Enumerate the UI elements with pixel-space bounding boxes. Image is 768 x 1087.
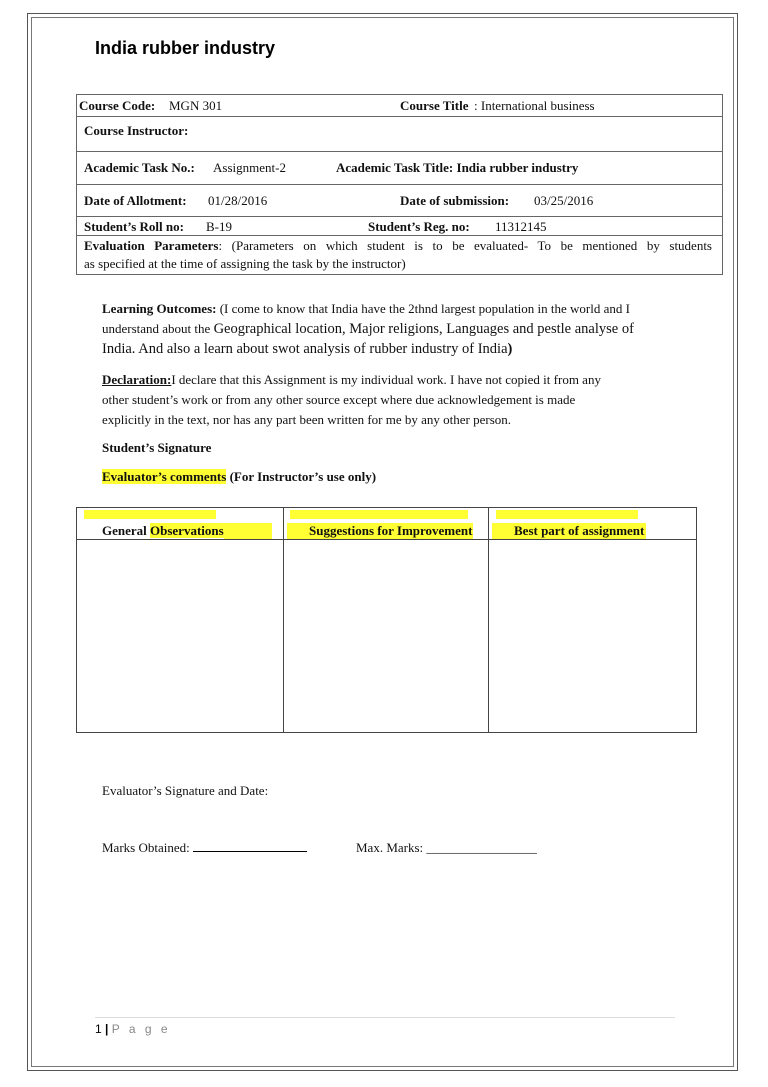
learning-outcomes (102, 299, 682, 359)
roll-label: Student’s Roll no: (84, 219, 184, 234)
header-best-part: Best part of assignment (492, 523, 646, 539)
footer-divider (95, 1017, 675, 1018)
task-no-label: Academic Task No.: (84, 160, 195, 175)
row-student (77, 217, 722, 236)
header-general-observations: General Observations (102, 523, 272, 539)
marks-row (102, 838, 682, 858)
row-task (77, 152, 722, 185)
instructor-label: Course Instructor: (84, 123, 189, 138)
eval-line-2: as specified at the time of assigning the task by the instructor) (84, 256, 406, 271)
task-title-label: Academic Task Title: India rubber industry (336, 160, 579, 175)
column-divider-1 (283, 508, 284, 732)
submission-value: 03/25/2016 (534, 193, 594, 208)
eval-line-1: Evaluation Parameters: (Parameters on which student is to be evaluated- To be mentioned by students (84, 238, 712, 253)
row-course (77, 95, 722, 117)
declaration-line-3: explicitly in the text, nor has any part been written for me by any other person. (102, 412, 512, 427)
course-title-label: Course Title (400, 98, 469, 113)
submission-label: Date of submission: (400, 193, 510, 208)
task-no-value: Assignment-2 (213, 160, 286, 175)
course-info-table (76, 94, 723, 275)
declaration-line-1: Declaration:I declare that this Assignment is my individual work. I have not copied it from any (102, 372, 601, 387)
learning-line-2: understand about the Geographical location, Major religions, Languages and pestle analyse of (102, 321, 634, 337)
course-code-label: Course Code: (79, 98, 156, 113)
document-title: India rubber industry (95, 38, 276, 58)
allotment-value: 01/28/2016 (208, 193, 268, 208)
declaration-line-2: other student’s work or from any other source except where due acknowledgement is made (102, 392, 576, 407)
marks-obtained-label: Marks Obtained: (102, 840, 193, 855)
column-divider-2 (488, 508, 489, 732)
max-marks-label: Max. Marks: _________________ (356, 840, 537, 855)
evaluator-signature-label: Evaluator’s Signature and Date: (102, 783, 269, 798)
allotment-label: Date of Allotment: (84, 193, 187, 208)
learning-line-1: Learning Outcomes: (I come to know that India have the 2thnd largest population in the world and I (102, 301, 630, 316)
learning-line-3: India. And also a learn about swot analysis of rubber industry of India) (102, 341, 513, 357)
page-number: 1 (95, 1022, 102, 1036)
reg-label: Student’s Reg. no: (368, 219, 470, 234)
evaluator-comments: Evaluator’s comments (For Instructor’s use only) (102, 469, 377, 484)
evaluation-table (76, 507, 697, 733)
page-footer: 1 | P a g e (95, 1022, 171, 1036)
reg-value: 11312145 (495, 219, 547, 234)
row-dates (77, 185, 722, 217)
header-suggestions: Suggestions for Improvement (287, 523, 473, 539)
marks-obtained-field[interactable] (193, 839, 307, 852)
student-signature-label: Student’s Signature (102, 440, 212, 455)
row-instructor (77, 117, 722, 152)
course-title-value: : International business (474, 98, 595, 113)
course-code-value: MGN 301 (169, 98, 223, 113)
declaration (102, 370, 682, 430)
roll-value: B-19 (206, 219, 232, 234)
evaluation-table-header (77, 508, 696, 540)
row-evaluation (77, 236, 722, 274)
page-word: P a g e (111, 1022, 171, 1036)
